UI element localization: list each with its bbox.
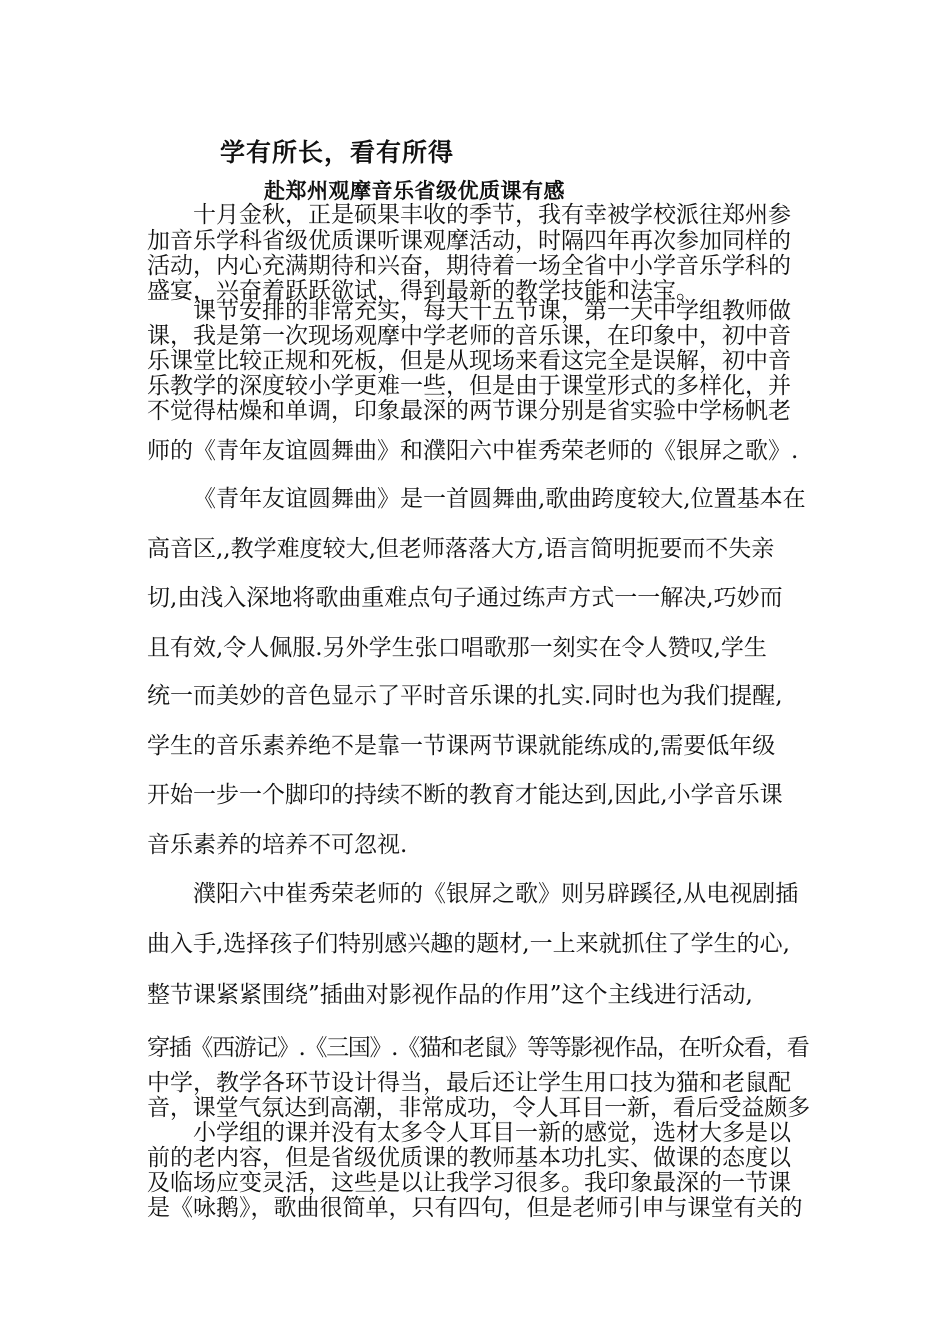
paragraph-line: 不觉得枯燥和单调，印象最深的两节课分别是省实验中学杨帆老 [147, 398, 791, 424]
paragraph-line: 切,由浅入深地将歌曲重难点句子通过练声方式一一解决,巧妙而 [147, 585, 783, 611]
paragraph-line: 穿插《西游记》.《三国》.《猫和老鼠》等等影视作品，在听众看，看 [147, 1035, 809, 1061]
paragraph-line: 且有效,令人佩服.另外学生张口唱歌那一刻实在令人赞叹,学生 [147, 635, 767, 661]
paragraph-line: 师的《青年友谊圆舞曲》和濮阳六中崔秀荣老师的《银屏之歌》. [147, 438, 799, 464]
paragraph-line: 活动，内心充满期待和兴奋，期待着一场全省中小学音乐学科的 [147, 253, 791, 279]
paragraph-line: 整节课紧紧围绕”插曲对影视作品的作用”这个主线进行活动, [147, 982, 753, 1008]
paragraph-line: 课节安排的非常充实，每天十五节课，第一天中学组教师做 [193, 298, 791, 324]
paragraph-line: 是《咏鹅》，歌曲很简单，只有四句，但是老师引申与课堂有关的 [147, 1195, 803, 1221]
paragraph-line: 盛宴，兴奋着跃跃欲试，得到最新的教学技能和法宝。 [147, 278, 699, 304]
paragraph-line: 高音区,,教学难度较大,但老师落落大方,语言简明扼要而不失亲 [147, 536, 775, 562]
paragraph-line: 及临场应变灵活，这些是以让我学习很多。我印象最深的一节课 [147, 1170, 791, 1196]
paragraph-line: 小学组的课并没有太多令人耳目一新的感觉，选材大多是以 [193, 1120, 791, 1146]
paragraph-line: 加音乐学科省级优质课听课观摩活动，时隔四年再次参加同样的 [147, 228, 791, 254]
paragraph-line: 乐课堂比较正规和死板，但是从现场来看这完全是误解，初中音 [147, 348, 791, 374]
paragraph-line: 开始一步一个脚印的持续不断的教育才能达到,因此,小学音乐课 [147, 782, 783, 808]
paragraph-line: 十月金秋，正是硕果丰收的季节，我有幸被学校派往郑州参 [193, 202, 791, 228]
page-title: 学有所长，看有所得 [220, 138, 455, 167]
paragraph-line: 统一而美妙的音色显示了平时音乐课的扎实.同时也为我们提醒, [147, 683, 783, 709]
page-subtitle: 赴郑州观摩音乐省级优质课有感 [264, 178, 565, 203]
paragraph-line: 课，我是第一次现场观摩中学老师的音乐课，在印象中，初中音 [147, 323, 791, 349]
paragraph-line: 曲入手,选择孩子们特别感兴趣的题材,一上来就抓住了学生的心, [147, 931, 790, 957]
paragraph-line: 乐教学的深度较小学更难一些，但是由于课堂形式的多样化，并 [147, 373, 791, 399]
paragraph-line: 音，课堂气氛达到高潮，非常成功，令人耳目一新，看后受益颇多 [147, 1095, 810, 1121]
paragraph-line: 濮阳六中崔秀荣老师的《银屏之歌》则另辟蹊径,从电视剧插 [193, 881, 799, 907]
paragraph-line: 前的老内容，但是省级优质课的教师基本功扎实、做课的态度以 [147, 1145, 791, 1171]
paragraph-line: 学生的音乐素养绝不是靠一节课两节课就能练成的,需要低年级 [147, 733, 776, 759]
paragraph-line: 《青年友谊圆舞曲》是一首圆舞曲,歌曲跨度较大,位置基本在 [193, 486, 806, 512]
paragraph-line: 中学，教学各环节设计得当，最后还让学生用口技为猫和老鼠配 [147, 1070, 791, 1096]
paragraph-line: 音乐素养的培养不可忽视. [147, 832, 408, 858]
